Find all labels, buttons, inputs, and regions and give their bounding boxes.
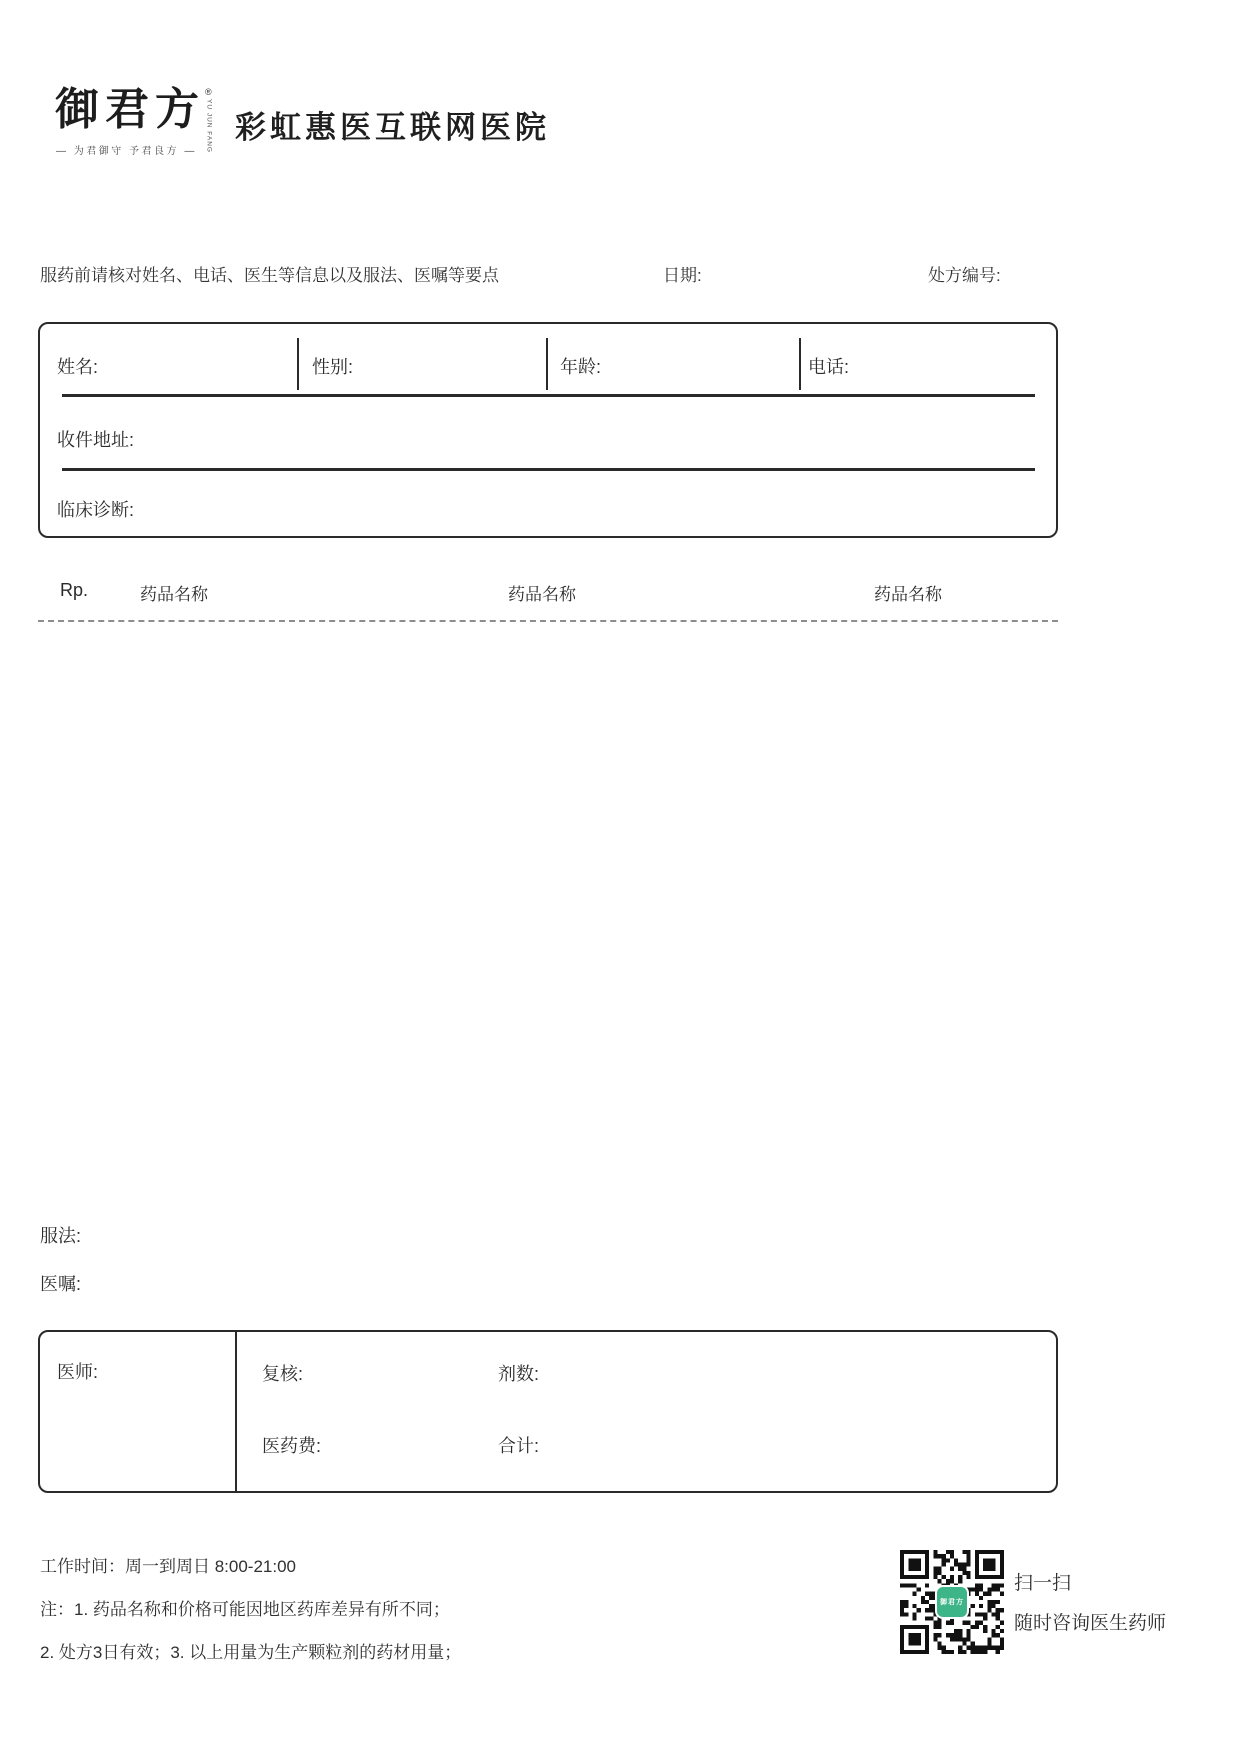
hospital-name: 彩虹惠医互联网医院 — [235, 110, 550, 145]
clinical-diagnosis-label: 临床诊断: — [57, 500, 135, 520]
signoff-column-separator — [235, 1331, 237, 1491]
qr-code — [900, 1550, 1004, 1654]
brand-logo-pinyin: YU JUN FANG — [205, 99, 213, 153]
qr-center-logo: 御君方 — [937, 1587, 967, 1617]
note-line-2: 2. 处方3日有效；3. 以上用量为生产颗粒剂的药材用量； — [40, 1643, 462, 1662]
patient-name-label: 姓名: — [57, 357, 99, 377]
date-label: 日期: — [663, 266, 702, 285]
physician-label: 医师: — [57, 1362, 99, 1382]
doses-label: 剂数: — [498, 1364, 540, 1384]
row-separator-line — [62, 468, 1035, 471]
brand-logo-text: 御君方 — [55, 84, 205, 135]
doctor-advice-label: 医嘱: — [40, 1274, 82, 1294]
column-separator — [799, 338, 801, 390]
rx-number-label: 处方编号: — [928, 266, 1001, 285]
signoff-box — [38, 1330, 1058, 1493]
column-separator — [546, 338, 548, 390]
rp-label: Rp. — [60, 580, 89, 600]
brand-tagline: — 为君御守 予君良方 — — [56, 146, 197, 157]
row-separator-line — [62, 394, 1035, 397]
patient-phone-label: 电话: — [808, 357, 850, 377]
patient-gender-label: 性别: — [312, 357, 354, 377]
work-hours-text: 工作时间：周一到周日 8:00-21:00 — [40, 1557, 297, 1576]
drug-name-column-header: 药品名称 — [874, 585, 942, 604]
drug-name-column-header: 药品名称 — [508, 585, 576, 604]
patient-age-label: 年龄: — [560, 357, 602, 377]
registered-trademark-icon: ® — [205, 87, 212, 97]
review-label: 复核: — [262, 1364, 304, 1384]
column-separator — [297, 338, 299, 390]
check-reminder-text: 服药前请核对姓名、电话、医生等信息以及服法、医嘱等要点 — [40, 266, 499, 285]
brand-logo-marks — [205, 88, 212, 153]
shipping-address-label: 收件地址: — [57, 430, 135, 450]
drug-list-dashed-divider — [38, 620, 1058, 622]
total-label: 合计: — [498, 1436, 540, 1456]
patient-info-box — [38, 322, 1058, 538]
qr-caption-scan: 扫一扫 — [1014, 1573, 1072, 1594]
medical-fee-label: 医药费: — [262, 1436, 322, 1456]
note-line-1: 注：1. 药品名称和价格可能因地区药库差异有所不同； — [40, 1600, 450, 1619]
drug-name-column-header: 药品名称 — [140, 585, 208, 604]
qr-caption-consult: 随时咨询医生药师 — [1014, 1613, 1167, 1634]
usage-label: 服法: — [40, 1226, 82, 1246]
